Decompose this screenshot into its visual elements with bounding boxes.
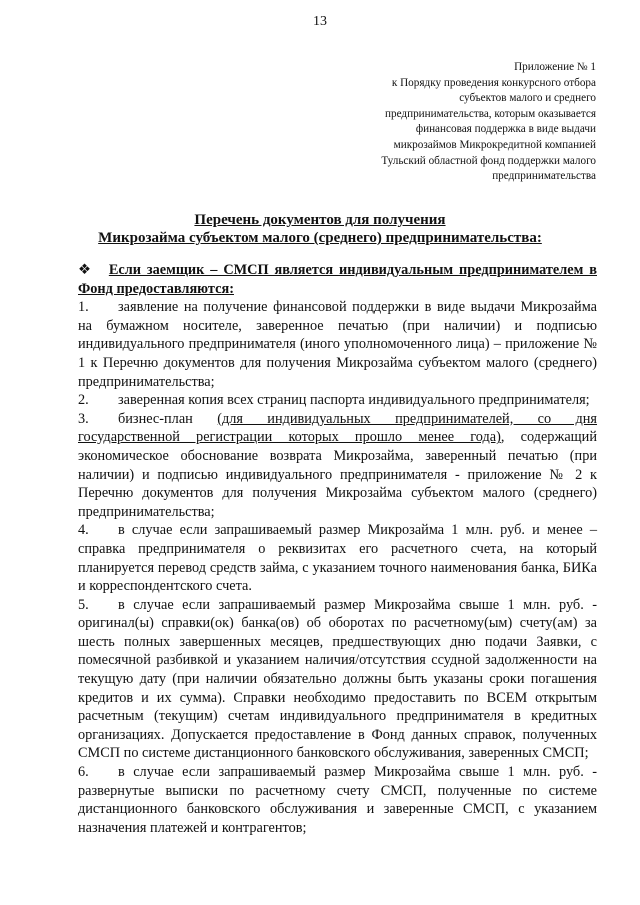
item-text: заявление на получение финансовой поддержки в виде выдачи Микрозайма на бумажном носителе, заверенное печатью (при наличии) и подписью индивидуального предпринимателя (иного уполномоченного лица) – приложение № 1 к Перечню документов для получения Микрозайма субъектом малого (среднего) предпринимательства;	[78, 299, 597, 390]
appendix-line: микрозаймов Микрокредитной компанией	[393, 138, 596, 151]
list-item	[78, 521, 597, 595]
appendix-line: предпринимательства, которым оказывается	[385, 107, 596, 120]
item-number: 3.	[78, 410, 89, 427]
document-body	[78, 261, 597, 837]
item-text-underlined: (для индивидуальных предпринимателей, со дня государственной регистрации которых прошло менее года)	[78, 410, 598, 446]
item-text: в случае если запрашиваемый размер Микрозайма свыше 1 млн. руб. - оригинал(ы) справки(ок) банка(ов) об оборотах по расчетному(ым) счету(ам) за шесть полных завершенных месяцев, предшествующих дню подачи Заявки, с помесячной разбивкой и указанием наличия/отсутствия ссудной задолженности на текущую дату (при наличии обязательно должны быть указаны сроки погашения кредитов и их сумма). Справки необходимо предоставить по ВСЕМ открытым расчетным (текущим) счетам индивидуального предпринимателя в кредитных организациях. Допускается предоставление в Фонд данных справок, полученных СМСП по системе дистанционного банковского обслуживания, заверенных СМСП;	[78, 596, 597, 762]
title-line-1: Перечень документов для получения	[194, 212, 446, 228]
title-line-2: Микрозайма субъектом малого (среднего) предпринимательства:	[98, 230, 542, 246]
appendix-header	[296, 60, 596, 185]
list-item	[78, 763, 597, 837]
item-number: 6.	[78, 764, 89, 781]
item-text: в случае если запрашиваемый размер Микрозайма свыше 1 млн. руб. - развернутые выписки по расчетному счету СМСП, полученные по системе дистанционного банковского обслуживания и заверенные СМСП, с указанием назначения платежей и контрагентов;	[78, 764, 597, 836]
diamond-bullet-icon: ❖	[78, 262, 91, 278]
list-item	[78, 410, 597, 522]
item-text: в случае если запрашиваемый размер Микрозайма 1 млн. руб. и менее – справка предпринимателя о реквизитах его расчетного счета, на который планируется перевод средств займа, с указанием точного наименования банка, БИКа и корреспондентского счета.	[78, 522, 597, 595]
appendix-line: Приложение № 1	[514, 61, 596, 73]
item-number: 2.	[78, 392, 89, 409]
item-text-post: , содержащий экономическое обоснование возврата Микрозайма, заверенный печатью (при наличии) и подписью индивидуального предпринимателя - приложение № 2 к Перечню документов для получения Микрозайма субъектом малого (среднего) предпринимательства;	[78, 429, 597, 520]
list-item	[78, 596, 597, 763]
appendix-line: субъектов малого и среднего	[459, 92, 596, 105]
page-number: 13	[313, 14, 327, 29]
item-number: 1.	[78, 299, 89, 316]
item-number: 4.	[78, 522, 89, 539]
list-item	[78, 298, 597, 391]
item-text: заверенная копия всех страниц паспорта индивидуального предпринимателя;	[118, 392, 590, 409]
item-text-pre: бизнес-план	[118, 410, 218, 427]
appendix-line: предпринимательства	[492, 170, 596, 183]
list-item	[78, 391, 597, 410]
item-number: 5.	[78, 596, 89, 613]
section-intro	[78, 261, 597, 298]
section-intro-text: Если заемщик – СМСП является индивидуальным предпринимателем в Фонд предоставляются:	[78, 262, 597, 297]
document-title	[0, 211, 640, 247]
appendix-line: финансовая поддержка в виде выдачи	[415, 123, 596, 136]
appendix-line: к Порядку проведения конкурсного отбора	[391, 76, 596, 89]
appendix-line: Тульский областной фонд поддержки малого	[381, 154, 596, 167]
